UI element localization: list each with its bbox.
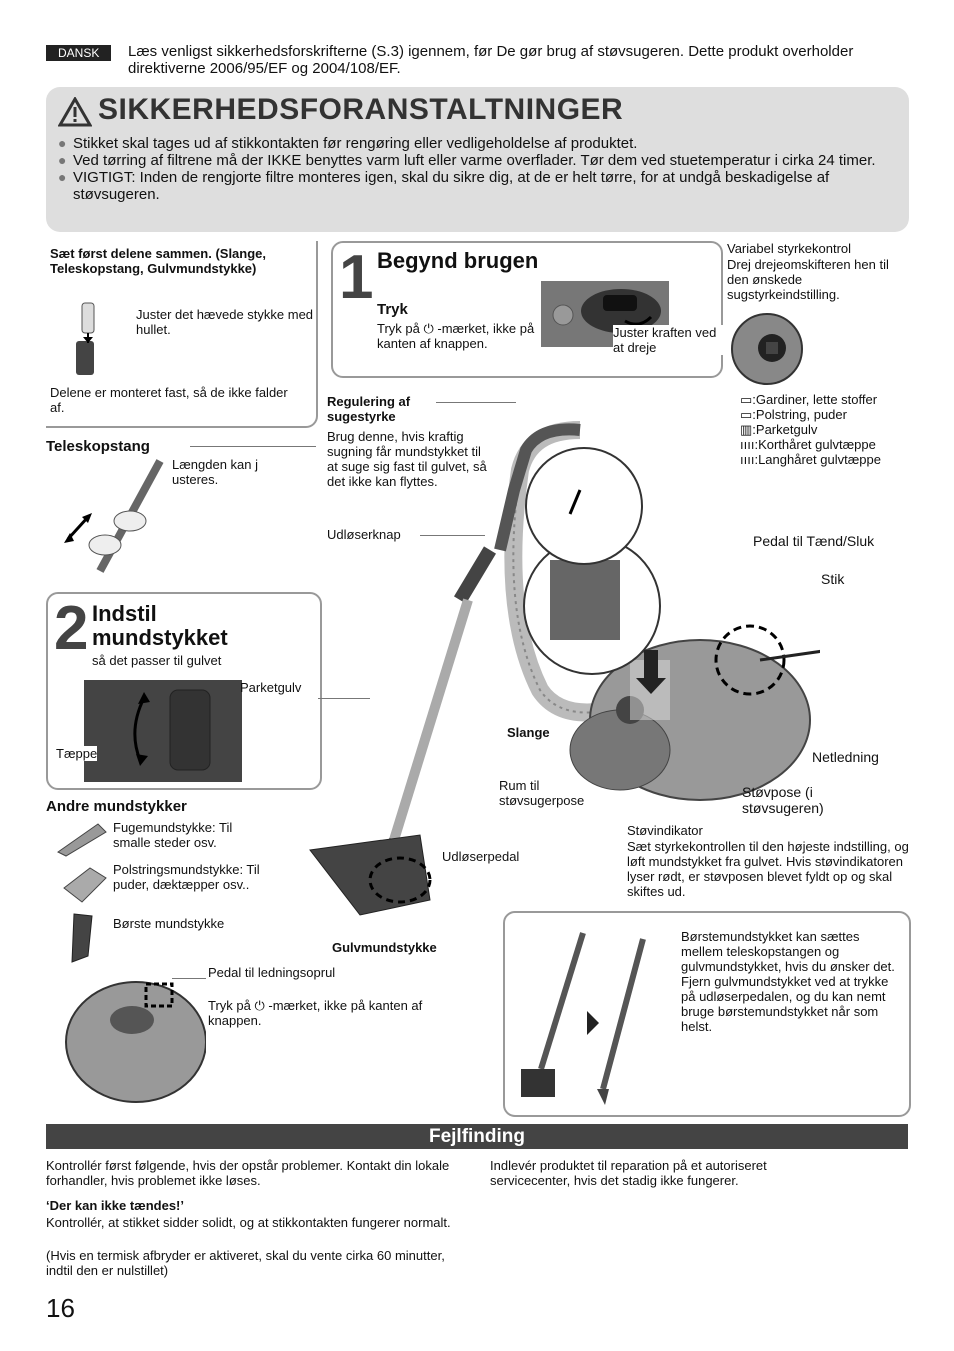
step2-sub: så det passer til gulvet [92, 653, 222, 668]
cord-pedal-label: Pedal til ledningsoprul [208, 965, 336, 980]
curtain-icon: ▭ [740, 392, 753, 407]
crevice-text: Fugemundstykke: Til smalle steder osv. [113, 820, 233, 850]
step2-box [46, 592, 322, 790]
upholstery-text: Polstringsmundstykke: Til puder, dæktæpper osv.. [113, 862, 260, 892]
cord-label: Netledning [812, 749, 879, 765]
brush-nozzle-icon [64, 912, 100, 964]
brush-box [503, 911, 911, 1117]
indicator-title: Støvindikator [627, 823, 703, 838]
safety-box [46, 87, 909, 232]
upholstery-icon: ▭ [740, 407, 753, 422]
step1-number: 1 [339, 243, 374, 312]
cord-pedal-text: Tryk på ⏻ -mærket, ikke på kanten af knappen. [208, 998, 423, 1028]
setting-upholstery: ▭:Polstring, puder [740, 407, 847, 422]
assemble-fixed: Delene er monteret fast, så de ikke falder af. [50, 385, 288, 415]
language-tag: DANSK [46, 45, 111, 61]
safety-item: ● Stikket skal tages ud af stikkontakten før rengøring eller vedligeholdelse af produktet. [58, 135, 898, 152]
trouble-right: Indlevér produktet til reparation på et autoriseret servicecenter, hvis det stadig ikke fungerer. [490, 1158, 767, 1188]
safety-title: SIKKERHEDSFORANSTALTNINGER [98, 93, 624, 126]
safety-item: ● VIGTIGT: Inden de rengjorte filtre monteres igen, skal du sikre dig, at de er helt tørre, for at undgå beskadigelse af støvsugeren. [58, 169, 898, 203]
telescopic-illustration [60, 455, 170, 575]
safety-item: ● Ved tørring af filtrene må der IKKE benyttes varm luft eller varme overflader. Tør dem ved stuetemperatur i cirka 24 timer. [58, 152, 898, 169]
setting-curtains: ▭:Gardiner, lette stoffer [740, 392, 878, 407]
brush-text: Børste mundstykke [113, 916, 225, 931]
crevice-nozzle-icon [54, 818, 110, 858]
trouble-q-text2: (Hvis en termisk afbryder er aktiveret, skal du vente cirka 60 minutter, indtil den er nulstillet) [46, 1248, 445, 1278]
warning-icon [58, 97, 92, 127]
carpet-label: Tæppe [56, 746, 98, 761]
setting-short-carpet: ıııı:Korthåret gulvtæppe [740, 437, 876, 452]
upholstery-nozzle-icon [60, 864, 110, 904]
step2-number: 2 [54, 594, 89, 663]
parquet-icon: ▥ [740, 422, 753, 437]
parquet-label: Parketgulv [240, 680, 302, 695]
short-carpet-icon: ıııı [740, 437, 755, 452]
intro-text: Læs venligst sikkerhedsforskrifterne (S.3) igennem, før De gør brug af støvsugeren. Dette produkt overholder direktiverne 2006/95/EF og 2004/108/EF. [128, 43, 854, 77]
brush-nozzle-attach-illustration [513, 919, 673, 1109]
assemble-align: Juster det hævede stykke med hullet. [136, 307, 314, 337]
press-label: Tryk [377, 301, 408, 318]
control-text: Drej drejeomskifteren hen til den ønskede sugstyrkeindstilling. [727, 257, 889, 302]
assemble-box [46, 241, 318, 428]
trouble-q-text1: Kontrollér, at stikket sidder solidt, og at stikkontakten fungerer normalt. [46, 1215, 451, 1230]
long-carpet-icon: ıııı [740, 452, 755, 467]
hose-connect-illustration [64, 301, 109, 377]
brush-box-text: Børstemundstykket kan sættes mellem teleskopstangen og gulvmundstykket, hvis du ønsker det. Fjern gulvmundstykket ved at trykke på udløserpedalen, og du kan nemt bruge børstemundstykket når som helst. [681, 929, 895, 1034]
step1-title: Begynd brugen [377, 248, 539, 273]
indicator-text: Sæt styrkekontrollen til den højeste indstilling, og løft mundstykket fra gulvet. Hvis støvindikatoren lyser rødt, er støvposen blevet fyldt op og skal skiftes ud. [627, 839, 909, 899]
cord-pedal-illustration [46, 972, 206, 1112]
tele-text: Længden kan j usteres. [172, 457, 259, 487]
step1-box [331, 241, 723, 378]
bag-room-label: Rum til støvsugerpose [499, 778, 585, 808]
floor-nozzle-label: Gulvmundstykke [332, 940, 437, 955]
trouble-q-title: ‘Der kan ikke tændes!’ [46, 1198, 184, 1213]
adjust-text: Juster kraften ved at dreje [613, 325, 723, 355]
dust-bag-label: Støvpose (i støvsugeren) [742, 784, 824, 816]
regulate-text: Brug denne, hvis kraftig sugning får mundstykket til at suge sig fast til gulvet, så det ikke kan flyttes. [327, 429, 487, 489]
assemble-title: Sæt først delene sammen. (Slange, Teleskopstang, Gulvmundstykke) [50, 246, 267, 276]
other-title: Andre mundstykker [46, 798, 187, 815]
setting-long-carpet: ıııı:Langhåret gulvtæppe [740, 452, 881, 467]
control-dial-closeup [730, 312, 805, 387]
page-number: 16 [46, 1293, 75, 1323]
step2-title: Indstil mundstykket [92, 601, 228, 650]
regulate-title: Regulering af sugestyrke [327, 394, 411, 424]
nozzle-switch-photo [84, 680, 242, 782]
hose-label: Slange [507, 725, 550, 740]
pedal-power-label: Pedal til Tænd/Sluk [753, 533, 875, 549]
tele-title: Teleskopstang [46, 438, 150, 455]
release-button-label: Udløserknap [327, 527, 401, 542]
trouble-bar: Fejlfinding [46, 1124, 908, 1149]
press-text: Tryk på ⏻ -mærket, ikke på kanten af knappen. [377, 321, 535, 351]
release-pedal-label: Udløserpedal [442, 849, 520, 864]
plug-label: Stik [821, 571, 845, 587]
control-title: Variabel styrkekontrol [727, 241, 852, 256]
safety-list [58, 135, 898, 203]
setting-parquet: ▥:Parketgulv [740, 422, 818, 437]
trouble-intro: Kontrollér først følgende, hvis der opstår problemer. Kontakt din lokale forhandler, hvis problemet ikke løses. [46, 1158, 450, 1188]
